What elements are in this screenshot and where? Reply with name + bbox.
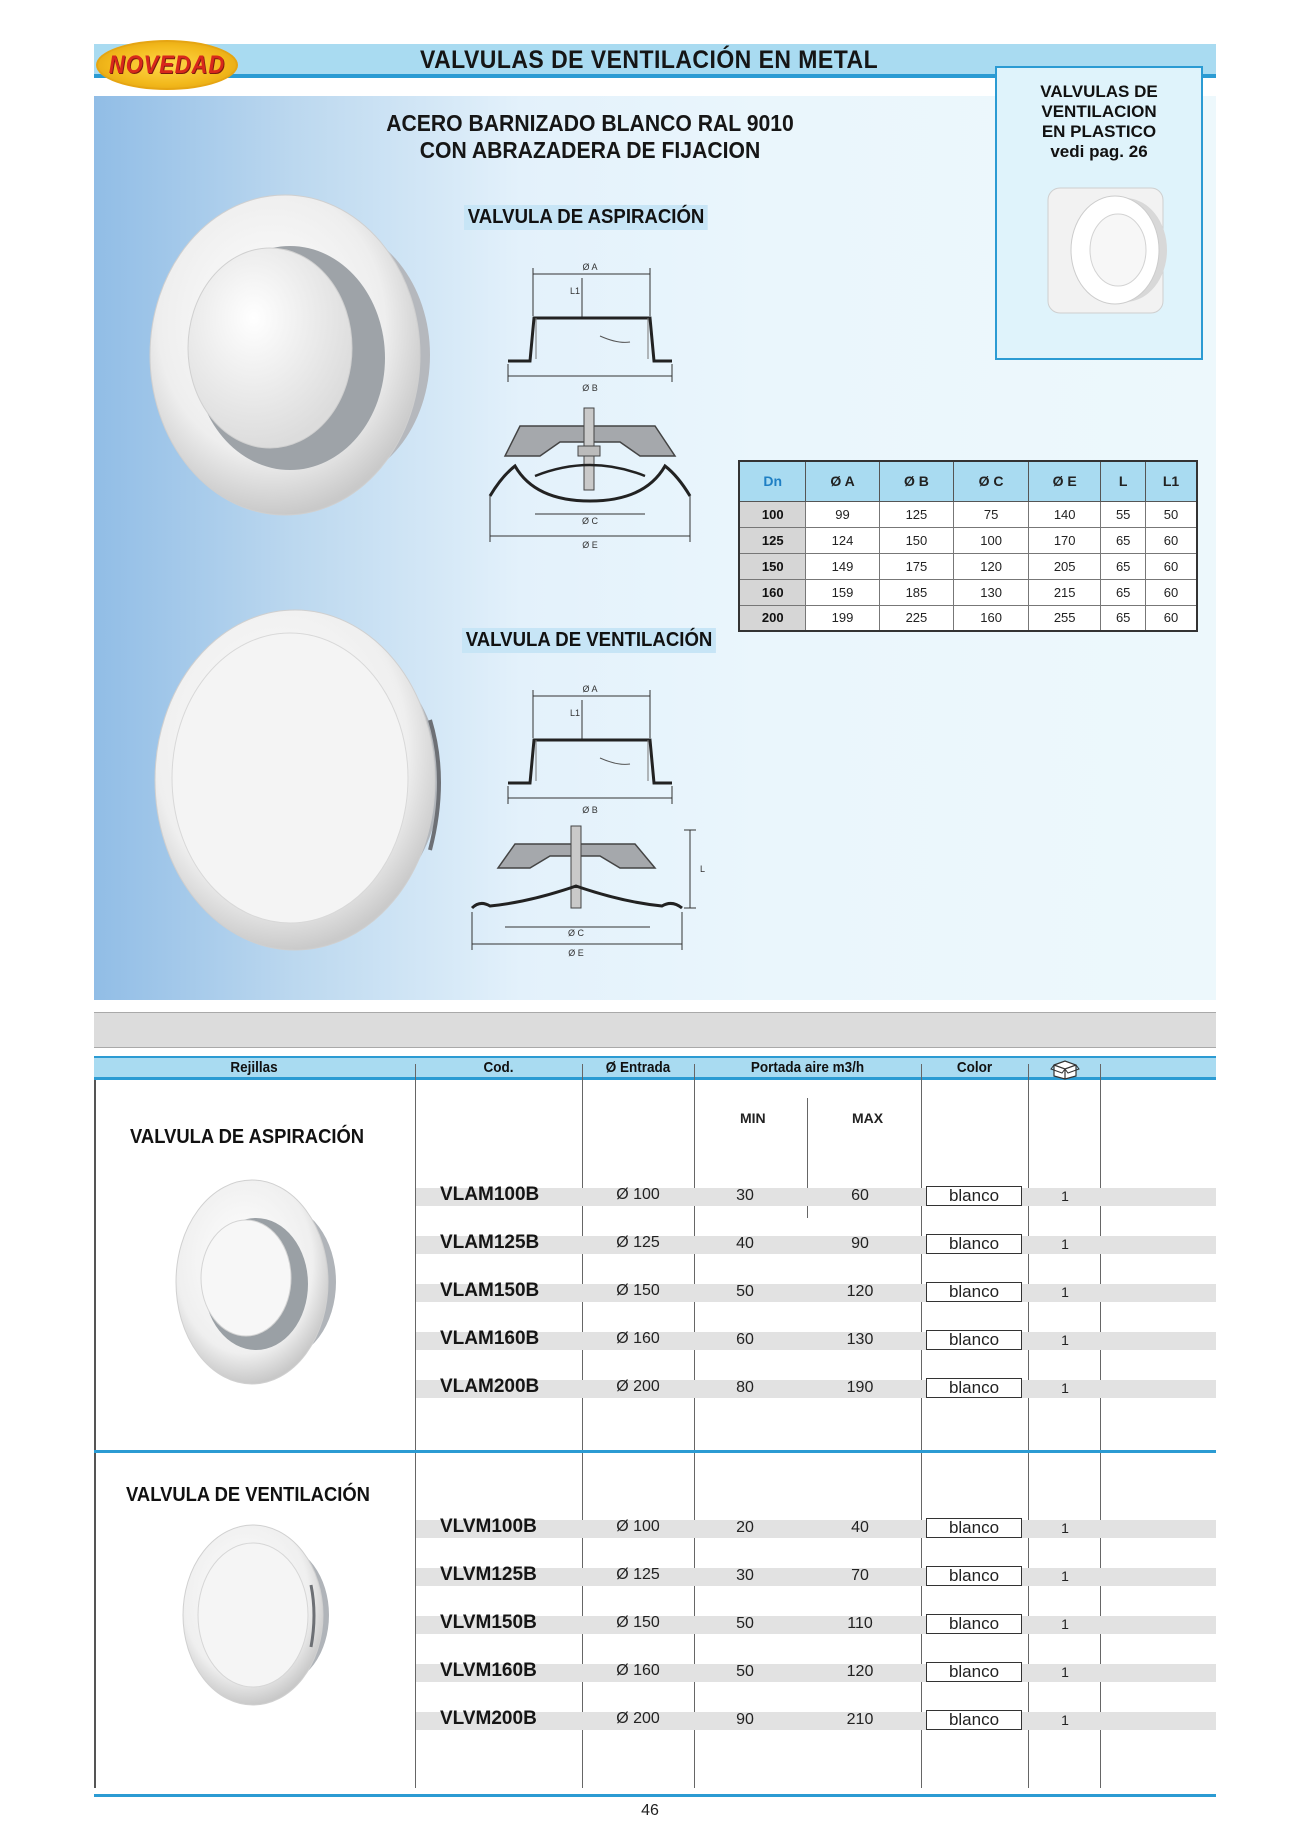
table-cell: 185 <box>879 579 954 605</box>
plastic-valves-text <box>1000 82 1198 162</box>
table-row <box>739 501 1197 527</box>
entrada-value: Ø 160 <box>616 1662 660 1679</box>
group-title-aspiracion: VALVULA DE ASPIRACIÓN <box>130 1126 365 1148</box>
diagram-label-e: Ø E <box>568 948 584 958</box>
side-line-4: vedi pag. 26 <box>1050 142 1148 161</box>
product-code: VLAM160B <box>440 1328 540 1349</box>
group-title-ventilacion: VALVULA DE VENTILACIÓN <box>126 1484 370 1506</box>
table-cell: 124 <box>806 527 879 553</box>
table-cell: 160 <box>954 605 1029 631</box>
entrada-value: Ø 150 <box>616 1614 660 1631</box>
table-cell: 100 <box>954 527 1029 553</box>
color-value: blanco <box>926 1518 1022 1538</box>
product-code: VLAM150B <box>440 1280 540 1301</box>
table-cell: 75 <box>954 501 1029 527</box>
section-ventilacion: VALVULA DE VENTILACIÓN <box>462 628 716 653</box>
product-code: VLVM150B <box>440 1612 537 1633</box>
table-cell: 65 <box>1101 605 1146 631</box>
max-value: 130 <box>846 1331 874 1348</box>
table-cell: 215 <box>1028 579 1100 605</box>
subtitle-line-2: CON ABRAZADERA DE FIJACION <box>419 137 761 163</box>
table-row <box>739 605 1197 631</box>
color-value: blanco <box>926 1710 1022 1730</box>
dimension-table-header <box>739 461 1197 501</box>
table-cell: 150 <box>879 527 954 553</box>
aspiration-section-drawing <box>480 406 710 556</box>
novedad-badge <box>96 40 238 90</box>
color-value: blanco <box>926 1330 1022 1350</box>
header-entrada: Ø Entrada <box>605 1059 671 1076</box>
entrada-value: Ø 150 <box>616 1282 660 1299</box>
product-code: VLVM100B <box>440 1516 537 1537</box>
color-value: blanco <box>926 1566 1022 1586</box>
dim-header-dn: Dn <box>739 461 806 501</box>
header-color: Color <box>956 1059 993 1076</box>
diagram-label-l1: L1 <box>570 708 581 718</box>
min-value: 50 <box>736 1615 754 1632</box>
product-code: VLVM160B <box>440 1660 537 1681</box>
product-code: VLVM125B <box>440 1564 537 1585</box>
side-line-2: VENTILACION <box>1041 102 1157 121</box>
diagram-label-e: Ø E <box>582 540 598 550</box>
table-cell: 150 <box>739 553 806 579</box>
ventilation-valve-thumbnail <box>175 1515 335 1715</box>
max-value: 210 <box>846 1711 874 1728</box>
max-value: 120 <box>846 1283 874 1300</box>
subtitle <box>351 110 829 164</box>
color-value: blanco <box>926 1234 1022 1254</box>
entrada-value: Ø 160 <box>616 1330 660 1347</box>
product-code: VLAM200B <box>440 1376 540 1397</box>
ventilation-section-drawing <box>460 822 720 962</box>
section-aspiracion: VALVULA DE ASPIRACIÓN <box>464 205 708 230</box>
badge-label: NOVEDAD <box>108 50 226 79</box>
table-cell: 125 <box>739 527 806 553</box>
table-cell: 140 <box>1028 501 1100 527</box>
table-cell: 50 <box>1146 501 1198 527</box>
min-value: 50 <box>736 1663 754 1680</box>
table-cell: 149 <box>806 553 879 579</box>
table-cell: 120 <box>954 553 1029 579</box>
entrada-value: Ø 200 <box>616 1378 660 1395</box>
aspiration-side-drawing <box>500 256 690 396</box>
entrada-value: Ø 100 <box>616 1186 660 1203</box>
table-cell: 60 <box>1146 553 1198 579</box>
max-label: MAX <box>852 1110 884 1126</box>
plastic-valve-photo <box>1040 180 1180 330</box>
diagram-label-a: Ø A <box>582 684 598 694</box>
qty-value: 1 <box>1061 1332 1069 1348</box>
diagram-label-l: L <box>700 864 706 874</box>
max-value: 90 <box>851 1235 869 1252</box>
side-line-3: EN PLASTICO <box>1041 122 1157 141</box>
table-cell: 65 <box>1101 579 1146 605</box>
qty-value: 1 <box>1061 1712 1069 1728</box>
box-icon <box>1050 1058 1080 1080</box>
min-label: MIN <box>740 1110 766 1126</box>
header-cod: Cod. <box>483 1059 514 1076</box>
table-cell: 159 <box>806 579 879 605</box>
min-value: 60 <box>736 1331 754 1348</box>
diagram-label-a: Ø A <box>582 262 598 272</box>
aspiration-valve-photo <box>120 180 450 530</box>
table-row <box>739 579 1197 605</box>
table-cell: 65 <box>1101 553 1146 579</box>
min-value: 30 <box>736 1187 754 1204</box>
diagram-label-b: Ø B <box>582 383 598 393</box>
table-cell: 255 <box>1028 605 1100 631</box>
ventilation-side-drawing <box>500 678 690 818</box>
diagram-label-c: Ø C <box>567 928 585 938</box>
min-value: 30 <box>736 1567 754 1584</box>
color-value: blanco <box>926 1662 1022 1682</box>
ventilation-valve-photo <box>130 600 450 960</box>
table-cell: 170 <box>1028 527 1100 553</box>
dim-header-e: Ø E <box>1028 461 1100 501</box>
qty-value: 1 <box>1061 1236 1069 1252</box>
table-cell: 55 <box>1101 501 1146 527</box>
table-cell: 160 <box>739 579 806 605</box>
qty-value: 1 <box>1061 1616 1069 1632</box>
dim-header-l: L <box>1101 461 1146 501</box>
min-value: 20 <box>736 1519 754 1536</box>
table-cell: 60 <box>1146 605 1198 631</box>
page-number: 46 <box>641 1802 659 1819</box>
qty-value: 1 <box>1061 1568 1069 1584</box>
max-value: 120 <box>846 1663 874 1680</box>
color-value: blanco <box>926 1282 1022 1302</box>
table-row <box>739 553 1197 579</box>
max-value: 110 <box>847 1615 873 1632</box>
table-row <box>739 527 1197 553</box>
entrada-value: Ø 100 <box>616 1518 660 1535</box>
diagram-label-c: Ø C <box>581 516 599 526</box>
min-value: 80 <box>736 1379 754 1396</box>
table-cell: 199 <box>806 605 879 631</box>
table-cell: 175 <box>879 553 954 579</box>
diagram-label-l1: L1 <box>570 286 581 296</box>
color-value: blanco <box>926 1378 1022 1398</box>
grey-band <box>94 1012 1216 1048</box>
color-value: blanco <box>926 1614 1022 1634</box>
table-cell: 225 <box>879 605 954 631</box>
table-cell: 130 <box>954 579 1029 605</box>
table-cell: 60 <box>1146 527 1198 553</box>
group-separator <box>94 1450 1216 1453</box>
page-title: VALVULAS DE VENTILACIÓN EN METAL <box>420 46 879 74</box>
table-cell: 100 <box>739 501 806 527</box>
product-code: VLVM200B <box>440 1708 537 1729</box>
subtitle-line-1: ACERO BARNIZADO BLANCO RAL 9010 <box>386 110 794 136</box>
table-cell: 125 <box>879 501 954 527</box>
table-bottom-border <box>94 1794 1216 1797</box>
entrada-value: Ø 200 <box>616 1710 660 1727</box>
max-value: 40 <box>851 1519 869 1536</box>
dim-header-c: Ø C <box>954 461 1029 501</box>
min-value: 90 <box>736 1711 754 1728</box>
dimension-table <box>738 460 1198 632</box>
table-cell: 200 <box>739 605 806 631</box>
qty-value: 1 <box>1061 1380 1069 1396</box>
header-rejillas: Rejillas <box>230 1059 278 1076</box>
min-value: 50 <box>736 1283 754 1300</box>
aspiration-valve-thumbnail <box>170 1170 340 1390</box>
table-cell: 65 <box>1101 527 1146 553</box>
dim-header-l1: L1 <box>1146 461 1198 501</box>
header-portada: Portada aire m3/h <box>750 1059 865 1076</box>
dim-header-a: Ø A <box>806 461 879 501</box>
product-code: VLAM125B <box>440 1232 540 1253</box>
product-code: VLAM100B <box>440 1184 540 1205</box>
max-value: 60 <box>851 1187 869 1204</box>
entrada-value: Ø 125 <box>616 1566 660 1583</box>
qty-value: 1 <box>1061 1284 1069 1300</box>
dim-header-b: Ø B <box>879 461 954 501</box>
entrada-value: Ø 125 <box>616 1234 660 1251</box>
side-line-1: VALVULAS DE <box>1040 82 1158 101</box>
table-cell: 205 <box>1028 553 1100 579</box>
qty-value: 1 <box>1061 1520 1069 1536</box>
diagram-label-b: Ø B <box>582 805 598 815</box>
color-value: blanco <box>926 1186 1022 1206</box>
qty-value: 1 <box>1061 1664 1069 1680</box>
table-cell: 99 <box>806 501 879 527</box>
max-value: 190 <box>846 1379 874 1396</box>
qty-value: 1 <box>1061 1188 1069 1204</box>
min-value: 40 <box>736 1235 754 1252</box>
table-cell: 60 <box>1146 579 1198 605</box>
max-value: 70 <box>851 1567 869 1584</box>
